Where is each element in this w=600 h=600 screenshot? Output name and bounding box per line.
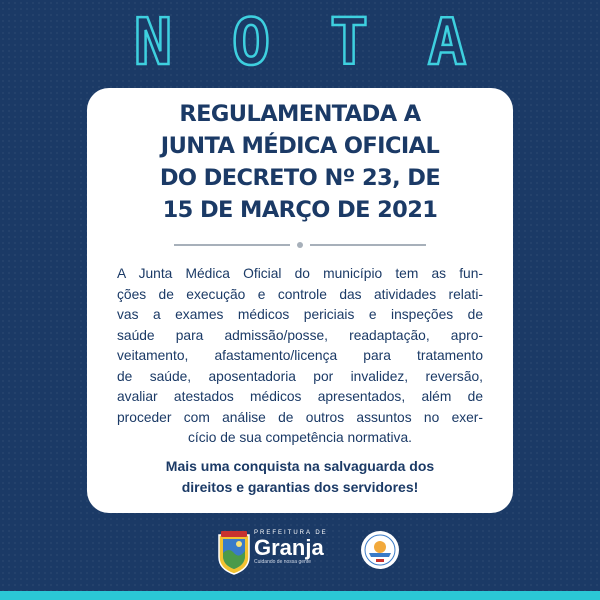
footer-line: direitos e garantias dos servidores! — [181, 479, 419, 495]
title-line: 15 DE MARÇO DE 2021 — [162, 197, 438, 223]
body-line: proceder com análise de outros assuntos no exer- — [117, 409, 483, 425]
body-line: de saúde, aposentadoria por invalidez, reversão, — [117, 368, 483, 384]
granja-small-text: PREFEITURA DE — [254, 530, 328, 536]
granja-wordmark — [254, 529, 334, 566]
title-divider — [174, 242, 426, 249]
notice-body — [117, 264, 483, 449]
granja-name: Granja — [254, 535, 324, 560]
body-line: saúde para admissão/posse, readaptação, apro- — [117, 327, 483, 343]
headline-letter: T — [329, 6, 369, 80]
divider-line-left — [174, 244, 290, 246]
headline-letter: N — [133, 6, 173, 80]
title-line: DO DECRETO Nº 23, DE — [159, 165, 441, 191]
granja-crest-icon — [217, 529, 251, 575]
body-line: A Junta Médica Oficial do município tem as fun- — [117, 266, 483, 281]
title-line: JUNTA MÉDICA OFICIAL — [160, 133, 440, 159]
divider-line-right — [310, 244, 426, 246]
body-line: vas a exames médicos periciais e inspeções de — [117, 307, 483, 322]
notice-card — [87, 88, 513, 513]
nota-headline — [0, 8, 600, 78]
body-line: veitamento, afastamento/licença para tratamento — [117, 348, 483, 363]
headline-letter: A — [427, 6, 467, 80]
body-line: ções de execução e controle das atividades relati- — [117, 286, 483, 302]
notice-title — [87, 98, 513, 226]
divider-dot — [297, 242, 303, 248]
secretariat-seal-icon — [360, 530, 400, 570]
body-line: avaliar atestados médicos apresentados, além de — [117, 389, 483, 404]
title-line: REGULAMENTADA A — [179, 101, 421, 127]
bottom-accent-bar — [0, 591, 600, 600]
notice-footer — [87, 456, 513, 498]
granja-tagline: Cuidando de nossa gente — [254, 559, 311, 565]
body-line: cício de sua competência normativa. — [188, 430, 412, 445]
logos-row — [0, 525, 600, 585]
footer-line: Mais uma conquista na salvaguarda dos — [165, 458, 435, 474]
headline-letter: O — [231, 6, 271, 80]
